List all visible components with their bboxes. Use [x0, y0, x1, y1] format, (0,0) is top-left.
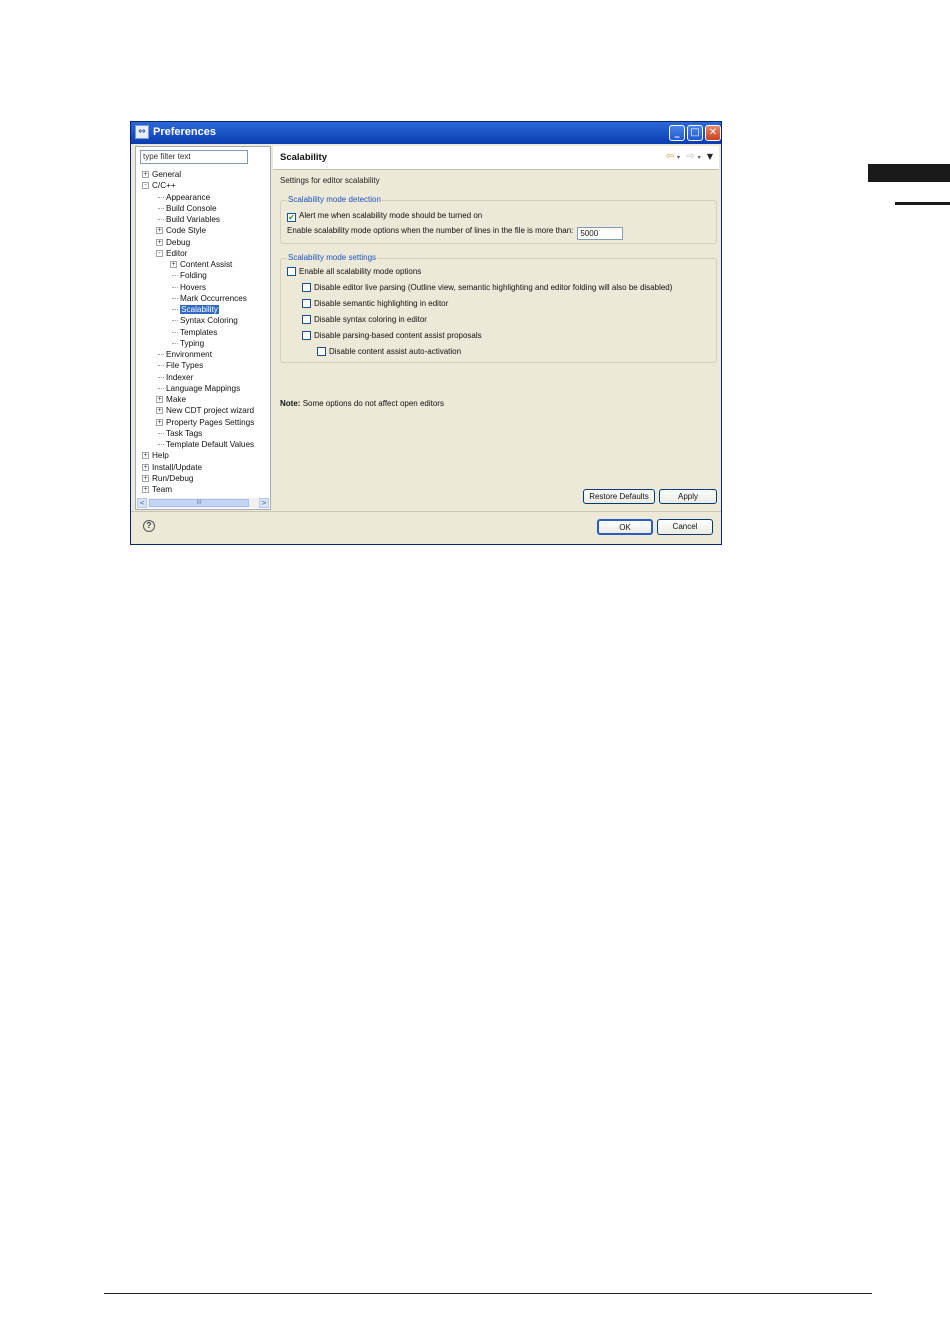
tree-connector: [158, 365, 164, 366]
scalability-option[interactable]: [287, 267, 421, 276]
option-checkbox[interactable]: [302, 331, 311, 340]
option-label: Disable parsing-based content assist proposals: [314, 331, 482, 340]
tree-item[interactable]: [170, 293, 247, 304]
page-title: Scalability: [280, 152, 327, 163]
scalability-option[interactable]: [302, 299, 448, 308]
tree-item-label: Debug: [166, 237, 191, 247]
alert-label: Alert me when scalability mode should be turned on: [299, 211, 483, 220]
tree-connector: [172, 298, 178, 299]
tree-item-label: Install/Update: [152, 462, 203, 472]
app-icon: ⇔: [135, 125, 149, 139]
forward-dropdown-icon[interactable]: ▾: [697, 154, 701, 161]
tree-item[interactable]: [170, 259, 232, 270]
collapse-icon[interactable]: -: [142, 182, 149, 189]
tree-item-label: New CDT project wizard: [166, 406, 255, 416]
scalability-option[interactable]: [302, 283, 672, 292]
page-description: Settings for editor scalability: [280, 176, 380, 185]
tree-item-label: Indexer: [166, 372, 194, 382]
tree-item[interactable]: [156, 349, 212, 360]
tree-item-label: Team: [152, 485, 173, 494]
option-label: Disable content assist auto-activation: [329, 347, 462, 356]
tree-item-label: Folding: [180, 271, 207, 281]
tree-connector: [158, 444, 164, 445]
chapter-tab-line: [895, 202, 950, 205]
tree-item[interactable]: [142, 462, 202, 473]
tree-connector: [172, 309, 178, 310]
lines-threshold-label: Enable scalability mode options when the number of lines in the file is more than:: [287, 226, 574, 235]
tree-item[interactable]: [142, 484, 172, 495]
option-label: Enable all scalability mode options: [299, 267, 422, 276]
settings-group: [280, 253, 717, 363]
tree-item-label: Run/Debug: [152, 473, 194, 483]
tree-item[interactable]: [170, 304, 219, 315]
preference-page: [273, 146, 719, 510]
note-prefix: Note:: [280, 399, 301, 408]
option-label: Disable editor live parsing (Outline view, semantic highlighting and editor folding will also be disabled): [314, 283, 673, 292]
option-label: Disable semantic highlighting in editor: [314, 299, 449, 308]
back-arrow-icon[interactable]: ⇦: [665, 151, 675, 162]
tree-item[interactable]: [156, 237, 190, 248]
lines-threshold-input[interactable]: 5000: [577, 227, 623, 240]
detection-group: [280, 195, 717, 244]
expand-icon[interactable]: +: [157, 396, 162, 403]
view-menu-icon[interactable]: ▼: [706, 152, 713, 161]
alert-option[interactable]: [287, 211, 482, 222]
tree-item[interactable]: [142, 180, 176, 191]
tree-connector: [158, 219, 164, 220]
tree-item-label: Templates: [180, 327, 218, 337]
option-checkbox[interactable]: [302, 299, 311, 308]
tree-item[interactable]: [156, 360, 203, 371]
tree-item[interactable]: [170, 270, 207, 281]
tree-item[interactable]: [170, 315, 238, 326]
expand-icon[interactable]: +: [157, 407, 162, 415]
note-body: Some options do not affect open editors: [302, 399, 444, 408]
tree-item[interactable]: [156, 405, 254, 416]
apply-button[interactable]: Apply: [659, 489, 717, 504]
tree-item-label: Code Style: [166, 226, 207, 236]
tree-item-label: Scalability: [181, 305, 218, 314]
option-label: Disable syntax coloring in editor: [314, 315, 427, 324]
option-checkbox[interactable]: [317, 347, 326, 356]
tree-connector: [172, 275, 178, 276]
tree-item-label: Make: [166, 395, 187, 404]
tree-item[interactable]: [170, 327, 217, 338]
back-dropdown-icon[interactable]: ▾: [677, 154, 681, 161]
tree-item[interactable]: [156, 394, 186, 405]
tree-item-label: C/C++: [152, 181, 176, 191]
scalability-option[interactable]: [302, 331, 482, 340]
tree-item-label: Typing: [180, 338, 205, 348]
expand-icon[interactable]: +: [157, 227, 162, 235]
tree-connector: [158, 197, 164, 198]
page-nav: [663, 151, 713, 162]
tree-item-label: Environment: [166, 350, 212, 359]
tree-item-label: Mark Occurrences: [180, 293, 247, 303]
tree-item[interactable]: [156, 372, 193, 383]
tree-connector: [172, 343, 178, 344]
expand-icon[interactable]: +: [143, 452, 148, 460]
alert-checkbox[interactable]: ✔: [288, 213, 295, 222]
button-bar-separator: [131, 511, 721, 512]
tree-item[interactable]: [156, 192, 210, 203]
scalability-option[interactable]: [317, 347, 461, 356]
expand-icon[interactable]: +: [157, 418, 162, 426]
tree-connector: [158, 388, 164, 389]
tree-item-label: Hovers: [180, 282, 206, 292]
expand-icon[interactable]: +: [143, 171, 148, 178]
horizontal-scrollbar[interactable]: [137, 498, 269, 508]
tree-connector: [172, 287, 178, 288]
option-checkbox[interactable]: [302, 283, 311, 292]
close-button[interactable]: ✕: [705, 125, 721, 141]
scroll-left-icon[interactable]: <: [137, 498, 147, 508]
expand-icon[interactable]: +: [143, 486, 148, 493]
tree-item[interactable]: [142, 473, 193, 484]
tree-item[interactable]: [170, 282, 206, 293]
expand-icon[interactable]: +: [171, 261, 176, 268]
preference-tree-panel: [135, 146, 271, 510]
tree-connector: [158, 208, 164, 209]
expand-icon[interactable]: +: [157, 238, 162, 246]
tree-connector: [158, 377, 164, 378]
forward-arrow-icon[interactable]: ⇨: [686, 151, 695, 162]
tree-item-label: File Types: [166, 361, 204, 371]
tree-item[interactable]: [142, 169, 181, 180]
maximize-button[interactable]: □: [687, 125, 703, 141]
tree-item[interactable]: [156, 225, 206, 236]
tree-item[interactable]: [156, 439, 254, 450]
scalability-option[interactable]: [302, 315, 427, 324]
restore-defaults-button[interactable]: Restore Defaults: [583, 489, 655, 504]
tree-item-label: Editor: [166, 248, 188, 258]
tree-item-label: Language Mappings: [166, 383, 241, 393]
tree-item[interactable]: [156, 428, 202, 439]
settings-legend: Scalability mode settings: [288, 253, 377, 262]
lines-threshold-row: [287, 226, 623, 240]
detection-legend: Scalability mode detection: [288, 195, 381, 204]
tree-item-label: Syntax Coloring: [180, 316, 238, 326]
tree-item[interactable]: [156, 417, 254, 428]
tree-connector: [172, 320, 178, 321]
ok-button[interactable]: OK: [597, 519, 653, 535]
tree-item-label: Build Console: [166, 203, 217, 213]
help-icon[interactable]: ?: [143, 520, 155, 532]
tree-item[interactable]: [142, 450, 169, 461]
footer-rule: [104, 1293, 872, 1294]
note-text: [280, 399, 444, 408]
tree-item-label: Appearance: [166, 192, 211, 202]
tree-item[interactable]: [156, 383, 240, 394]
option-checkbox[interactable]: [287, 267, 296, 276]
tree-item-label: General: [152, 170, 182, 179]
tree-connector: [158, 354, 164, 355]
tree-item-label: Help: [152, 451, 169, 461]
chapter-tab-mark: [868, 164, 950, 182]
tree-item-label: Property Pages Settings: [166, 417, 255, 427]
preferences-window: [130, 121, 722, 545]
tree-item[interactable]: [170, 338, 204, 349]
tree-connector: [172, 332, 178, 333]
page-header: [273, 146, 719, 170]
tree-item-label: Template Default Values: [166, 440, 255, 449]
cancel-button[interactable]: Cancel: [657, 519, 713, 535]
tree-item-label: Content Assist: [180, 260, 233, 269]
tree-item-label: Build Variables: [166, 215, 221, 224]
tree-item[interactable]: [156, 248, 187, 259]
tree-item[interactable]: [156, 214, 220, 225]
tree-item[interactable]: [156, 203, 217, 214]
option-checkbox[interactable]: [302, 315, 311, 324]
filter-input[interactable]: type filter text: [140, 150, 248, 164]
tree-connector: [158, 433, 164, 434]
minimize-button[interactable]: _: [669, 125, 685, 141]
collapse-icon[interactable]: -: [156, 250, 163, 257]
tree-item-label: Task Tags: [166, 428, 203, 438]
scroll-thumb[interactable]: III: [149, 499, 249, 507]
expand-icon[interactable]: +: [143, 474, 148, 482]
title-bar[interactable]: [131, 122, 721, 144]
window-title: Preferences: [153, 126, 216, 138]
scroll-right-icon[interactable]: >: [259, 498, 269, 508]
expand-icon[interactable]: +: [143, 463, 148, 471]
